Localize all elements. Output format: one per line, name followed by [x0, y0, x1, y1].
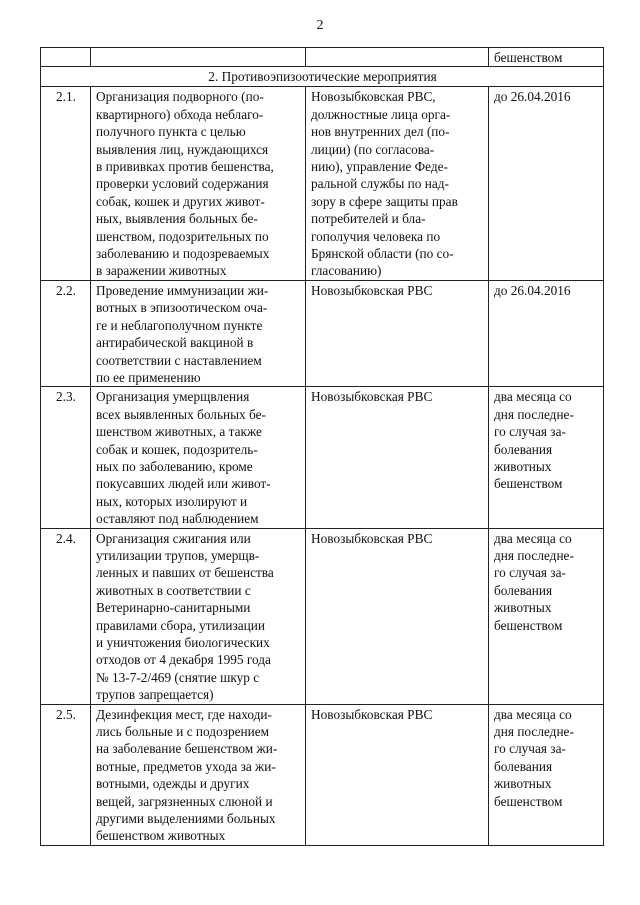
- section-title: 2. Противоэпизоотические мероприятия: [41, 67, 604, 87]
- responsible-cell: [306, 704, 489, 845]
- term-line: бешенством: [494, 617, 563, 633]
- action-line: вотные, предметов ухода за жи-: [96, 758, 276, 774]
- action-line: другими выделениями больных: [96, 811, 276, 827]
- responsible-line: Новозыбковская РВС,: [311, 89, 436, 105]
- action-line: в прививках против бешенства,: [96, 159, 274, 175]
- action-line: всех выявленных больных бе-: [96, 406, 266, 422]
- responsible-cell: [306, 280, 489, 386]
- action-line: выявления лиц, нуждающихся: [96, 141, 269, 157]
- action-line: собак, кошек и других живот-: [96, 193, 265, 209]
- term-cell: [489, 87, 604, 280]
- responsible-line: Новозыбковская РВС: [311, 530, 433, 546]
- term-line: го случая за-: [494, 424, 566, 440]
- responsible-line: ральной службы по над-: [311, 176, 449, 192]
- section-header-row: [41, 67, 604, 87]
- responsible-line: должностные лица орга-: [311, 106, 451, 122]
- action-line: Организация умерщвления: [96, 389, 250, 405]
- term-cell: [489, 387, 604, 528]
- responsible-line: потребителей и бла-: [311, 211, 426, 227]
- action-line: в заражении животных: [96, 263, 227, 279]
- action-line: правилами сбора, утилизации: [96, 617, 265, 633]
- action-line: вещей, загрязненных слюной и: [96, 793, 273, 809]
- item-number: 2.2.: [41, 280, 91, 386]
- term-cell: [489, 280, 604, 386]
- responsible-cell: [306, 387, 489, 528]
- term-line: дня последне-: [494, 406, 574, 422]
- action-line: отходов от 4 декабря 1995 года: [96, 652, 271, 668]
- action-line: Дезинфекция мест, где находи-: [96, 706, 272, 722]
- action-line: шенством, подозрительных по: [96, 228, 269, 244]
- item-number: 2.1.: [41, 87, 91, 280]
- action-line: ных, выявления больных бе-: [96, 211, 258, 227]
- measures-table: [40, 47, 604, 846]
- action-line: вотных в эпизоотическом оча-: [96, 300, 268, 316]
- term-line: болевания: [494, 441, 553, 457]
- term-line: два месяца со: [494, 706, 572, 722]
- term-cell: [489, 704, 604, 845]
- table-row: [41, 387, 604, 528]
- action-line: Организация сжигания или: [96, 530, 251, 546]
- term-line: болевания: [494, 582, 553, 598]
- term-line: два месяца со: [494, 530, 572, 546]
- term-line: до 26.04.2016: [494, 89, 571, 105]
- continuation-term-cell: бешенством: [489, 48, 604, 67]
- action-line: собак и кошек, подозритель-: [96, 441, 258, 457]
- action-cell: [91, 528, 306, 704]
- action-line: ных по заболеванию, кроме: [96, 458, 253, 474]
- continuation-row: [41, 48, 604, 67]
- action-line: Организация подворного (по-: [96, 89, 264, 105]
- table-row: [41, 528, 604, 704]
- page-number: 2: [316, 18, 324, 33]
- term-line: бешенством: [494, 476, 563, 492]
- action-line: вотными, одежды и других: [96, 776, 250, 792]
- action-line: квартирного) обхода неблаго-: [96, 106, 264, 122]
- action-line: ных, которых изолируют и: [96, 493, 248, 509]
- action-line: шенством животных, а также: [96, 424, 262, 440]
- action-line: трупов запрещается): [96, 687, 214, 703]
- responsible-line: лиции) (по согласова-: [311, 141, 435, 157]
- term-cell: [489, 528, 604, 704]
- term-line: животных: [494, 600, 552, 616]
- responsible-line: нов внутренних дел (по-: [311, 124, 450, 140]
- term-line: бешенством: [494, 793, 563, 809]
- action-cell: [91, 387, 306, 528]
- item-number: 2.4.: [41, 528, 91, 704]
- responsible-cell: [306, 87, 489, 280]
- action-line: оставляют под наблюдением: [96, 511, 259, 527]
- table-row: [41, 280, 604, 386]
- item-number: 2.5.: [41, 704, 91, 845]
- action-line: Проведение иммунизации жи-: [96, 282, 269, 298]
- action-cell: [91, 87, 306, 280]
- table-cell: [41, 48, 91, 67]
- action-line: ленных и павших от бешенства: [96, 565, 274, 581]
- action-line: лись больные и с подозрением: [96, 724, 270, 740]
- responsible-line: Новозыбковская РВС: [311, 389, 433, 405]
- table-cell: [306, 48, 489, 67]
- term-line: два месяца со: [494, 389, 572, 405]
- responsible-line: зору в сфере защиты прав: [311, 193, 458, 209]
- responsible-line: Новозыбковская РВС: [311, 706, 433, 722]
- term-line: животных: [494, 458, 552, 474]
- term-line: дня последне-: [494, 547, 574, 563]
- table-row: [41, 704, 604, 845]
- responsible-line: Брянской области (по со-: [311, 246, 454, 262]
- action-line: Ветеринарно-санитарными: [96, 600, 251, 616]
- action-line: животных в соответствии с: [96, 582, 251, 598]
- responsible-line: Новозыбковская РВС: [311, 282, 433, 298]
- table-cell: [91, 48, 306, 67]
- responsible-line: гополучия человека по: [311, 228, 441, 244]
- action-line: утилизации трупов, умерщв-: [96, 547, 260, 563]
- action-line: и уничтожения биологических: [96, 635, 270, 650]
- term-line: животных: [494, 776, 552, 792]
- action-line: по ее применению: [96, 369, 201, 385]
- action-line: соответствии с наставлением: [96, 352, 262, 368]
- action-line: покусавших людей или живот-: [96, 476, 271, 492]
- term-line: до 26.04.2016: [494, 282, 571, 298]
- action-line: проверки условий содержания: [96, 176, 269, 192]
- responsible-cell: [306, 528, 489, 704]
- term-line: го случая за-: [494, 741, 566, 757]
- action-line: бешенством животных: [96, 828, 226, 844]
- term-line: болевания: [494, 758, 553, 774]
- action-line: № 13-7-2/469 (снятие шкур с: [96, 669, 260, 685]
- responsible-line: гласованию): [311, 263, 382, 279]
- action-cell: [91, 280, 306, 386]
- action-line: получного пункта с целью: [96, 124, 246, 140]
- table-row: [41, 87, 604, 280]
- action-cell: [91, 704, 306, 845]
- action-line: заболеванию и подозреваемых: [96, 246, 270, 262]
- term-line: дня последне-: [494, 724, 574, 740]
- action-line: на заболевание бешенством жи-: [96, 741, 278, 757]
- action-line: ге и неблагополучном пункте: [96, 317, 263, 333]
- responsible-line: нию), управление Федe-: [311, 159, 448, 175]
- item-number: 2.3.: [41, 387, 91, 528]
- term-line: го случая за-: [494, 565, 566, 581]
- action-line: антирабической вакциной в: [96, 335, 254, 351]
